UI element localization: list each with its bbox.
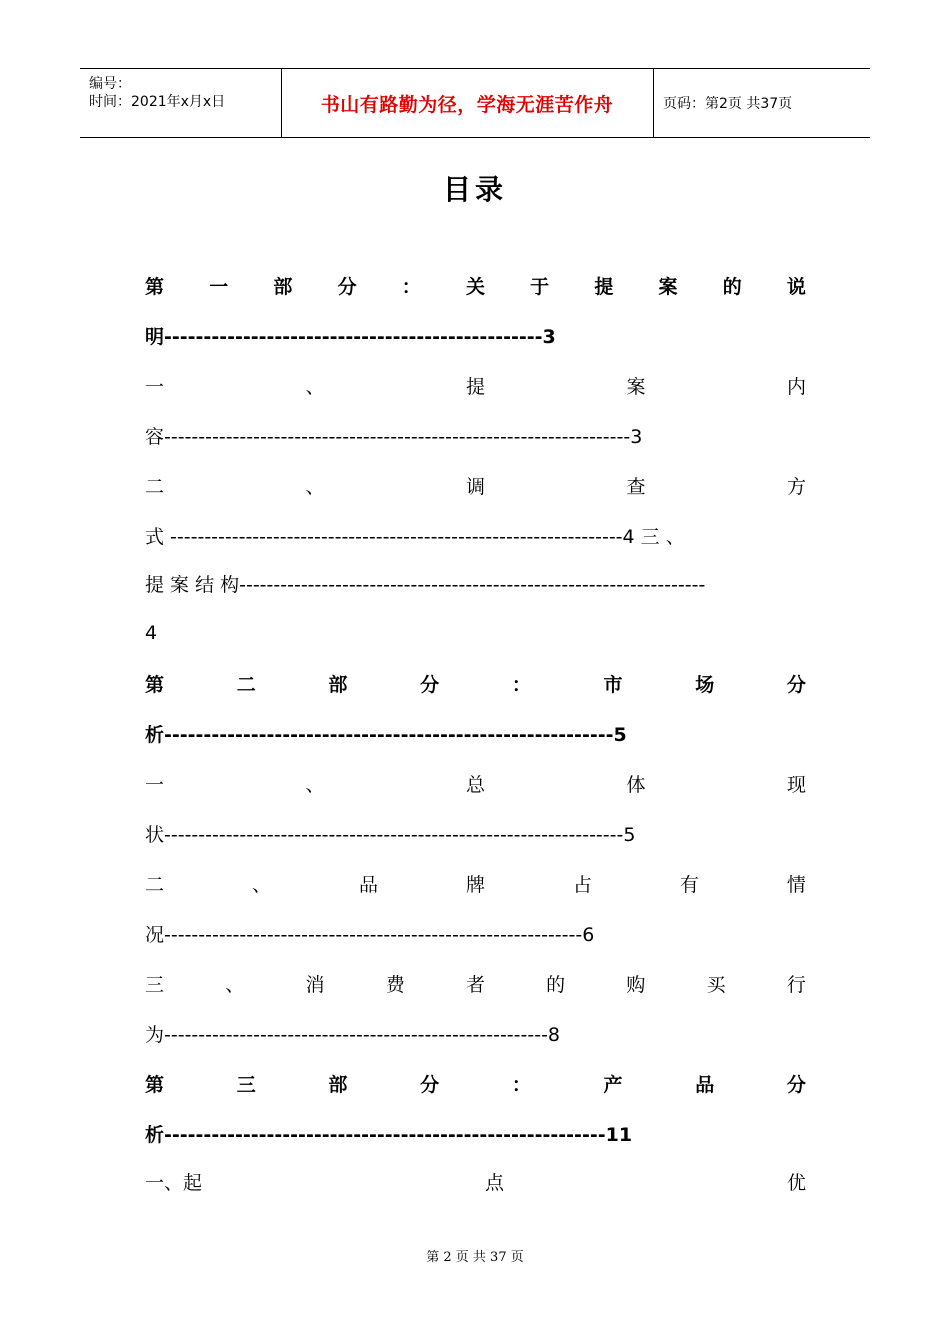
page-header [80,68,870,138]
motto: 书山有路勤为径，学海无涯苦作舟 [320,93,614,116]
toc-page-p1s3: 4 [145,622,158,644]
toc-entry-p1-cont[interactable]: 明------------------------------------------------3 [145,325,556,348]
header-motto-cell [281,69,654,137]
toc-entry-p2s3[interactable]: 三 、 消 费 者 的 购 买 行 [145,973,806,996]
toc-entry-p1s2-cont[interactable]: 式 ------------------------------------------------------------------4 三 、 [145,525,685,548]
toc-entry-p1s1[interactable]: 一 、 提 案 内 [145,375,806,398]
page-label: 页码：第2页 共37页 [663,96,793,112]
toc-entry-p2s2-cont[interactable]: 况-------------------------------------------------------------6 [145,923,595,946]
header-page-cell [654,69,870,137]
toc-entry-p3-cont[interactable]: 析--------------------------------------------------------11 [145,1123,633,1146]
toc-entry-p2s1-cont[interactable]: 状-------------------------------------------------------------------5 [145,823,636,846]
toc-entry-p1s1-cont[interactable]: 容--------------------------------------------------------------------3 [145,425,643,448]
toc-title: 目录 [442,173,507,206]
number-label: 编号： [89,76,131,92]
toc-entry-p2s2[interactable]: 二 、 品 牌 占 有 情 [145,873,806,896]
toc-entry-p3s1[interactable]: 一、起 点 优 [145,1171,806,1194]
toc-entry-p3[interactable]: 第 三 部 分 ： 产 品 分 [145,1073,806,1096]
toc-entry-p2s3-cont[interactable]: 为--------------------------------------------------------8 [145,1023,561,1046]
time-label: 时间：2021年x月x日 [89,94,226,110]
toc-entry-p2[interactable]: 第 二 部 分 ： 市 场 分 [145,673,806,696]
toc-entry-p1[interactable]: 第 一 部 分 ： 关 于 提 案 的 说 [145,275,806,298]
toc-entry-p2-cont[interactable]: 析---------------------------------------------------------5 [145,723,627,746]
toc-entry-p1s3[interactable]: 提 案 结 构-------------------------------------------------------------------- [145,573,706,596]
page-footer: 第 2 页 共 37 页 [426,1250,524,1265]
header-info-cell [80,69,282,137]
toc-entry-p2s1[interactable]: 一 、 总 体 现 [145,773,806,796]
toc-entry-p1s2[interactable]: 二 、 调 查 方 [145,475,806,498]
